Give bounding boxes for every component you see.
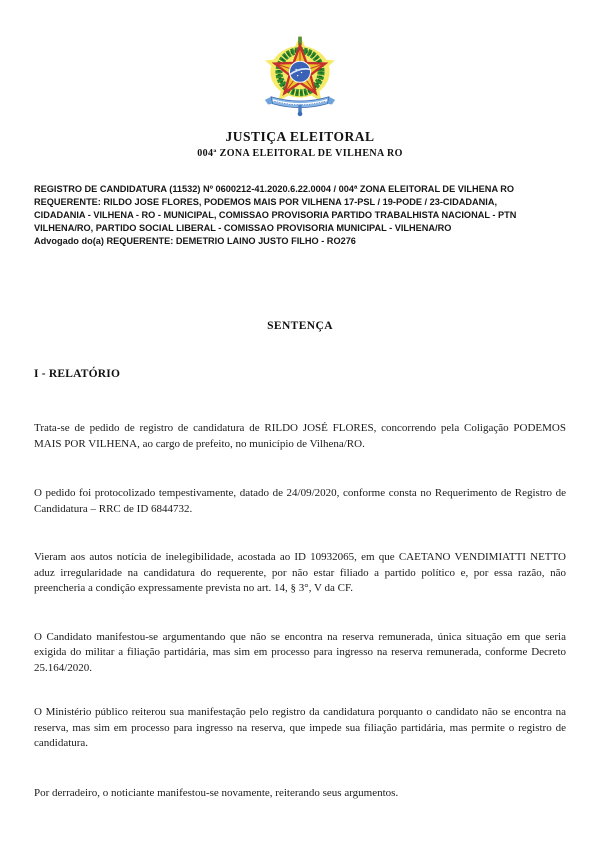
paragraph-ministerio-publico: O Ministério público reiterou sua manifestação pelo registro da candidatura porquanto o candidato não se encontra na reserva, mas sim em processo para ingresso na reserva, que impede sua filiação partidária, mas permite o registro de candidatura. [34, 706, 566, 749]
case-requerente-line-1: REQUERENTE: RILDO JOSE FLORES, PODEMOS MAIS POR VILHENA 17-PSL / 19-PODE / 23-CIDADANIA, [34, 197, 498, 207]
case-registry-line: REGISTRO DE CANDIDATURA (11532) Nº 0600212-41.2020.6.22.0004 / 004ª ZONA ELEITORAL DE VILHENA RO [34, 184, 515, 194]
case-requerente-line-3: VILHENA/RO, PARTIDO SOCIAL LIBERAL - COMISSAO PROVISORIA MUNICIPAL - VILHENA/RO [34, 223, 452, 233]
paragraph-candidato-manifestou: O Candidato manifestou-se argumentando que não se encontra na reserva remunerada, única situação em que seria exigida do militar a filiação partidária, mas sim em processo para ingresso na reserva remunerada, conforme Decreto 25.164/2020. [34, 630, 566, 674]
court-title: JUSTIÇA ELEITORAL [225, 129, 375, 144]
case-lawyer-line: Advogado do(a) REQUERENTE: DEMETRIO LAINO JUSTO FILHO - RO276 [34, 236, 356, 246]
sentence-title: SENTENÇA [267, 320, 333, 332]
report-section-heading: I - RELATÓRIO [34, 368, 121, 380]
paragraph-noticia-inelegibilidade: Vieram aos autos notícia de inelegibilidade, acostada ao ID 10932065, em que CAETANO VENDIMIATTI NETTO aduz irregularidade na candidatura do requerente, por não estar filiado a partido político e, por essa razão, não preencheria a condição expressamente prevista no art. 14, § 3°, V da CF. [34, 551, 566, 594]
brazil-coat-of-arms-icon [261, 35, 339, 121]
paragraph-por-derradeiro: Por derradeiro, o noticiante manifestou-se novamente, reiterando seus argumentos. [34, 786, 399, 799]
paragraph-pedido-protocolizado: O pedido foi protocolizado tempestivamente, datado de 24/09/2020, conforme consta no Requerimento de Registro de Candidatura – RRC de ID 6844732. [34, 487, 566, 515]
case-header-block [34, 183, 566, 248]
electoral-zone-subtitle: 004ª ZONA ELEITORAL DE VILHENA RO [197, 148, 403, 159]
paragraph-trata-se: Trata-se de pedido de registro de candidatura de RILDO JOSÉ FLORES, concorrendo pela Coligação PODEMOS MAIS POR VILHENA, ao cargo de prefeito, no município de Vilhena/RO. [34, 422, 566, 450]
case-requerente-line-2: CIDADANIA - VILHENA - RO - MUNICIPAL, COMISSAO PROVISORIA PARTIDO TRABALHISTA NACIONAL - PTN [34, 210, 517, 220]
